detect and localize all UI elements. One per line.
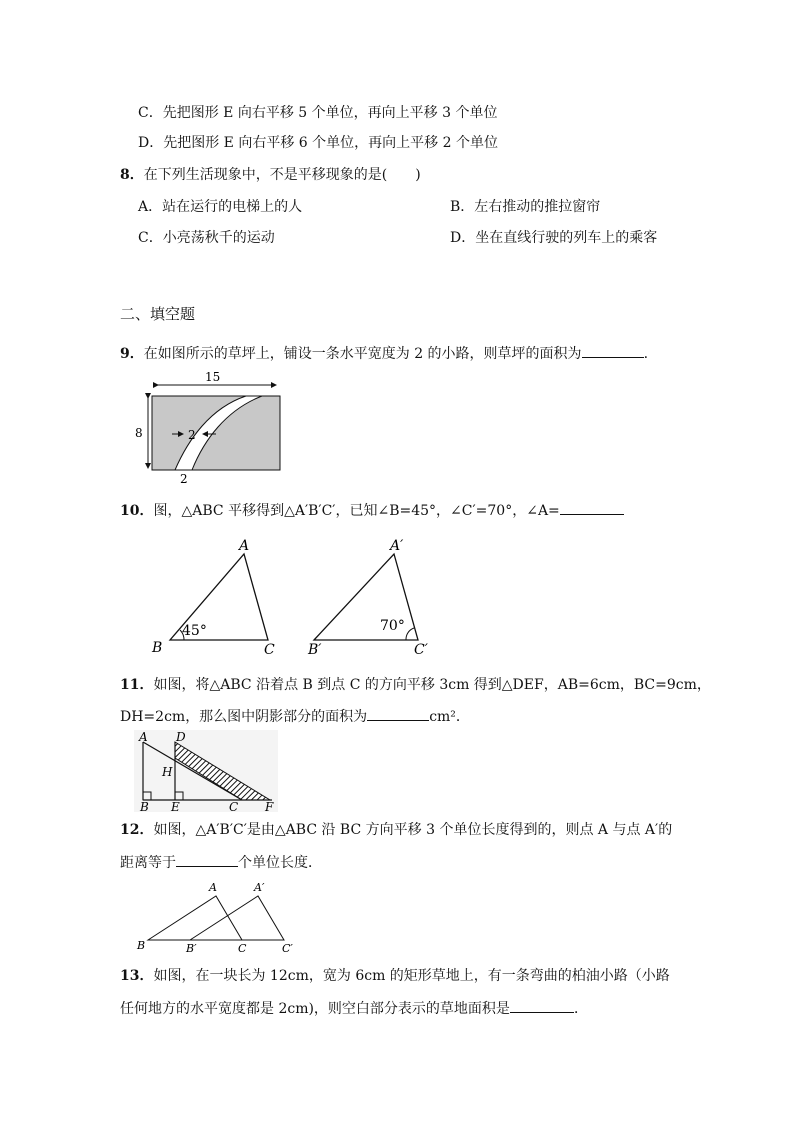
q8-option-b: B．左右推动的推拉窗帘 (450, 199, 601, 215)
q10-text: 图，△ABC 平移得到△A′B′C′，已知∠B=45°，∠C′=70°，∠A= (153, 503, 560, 519)
q9-label-2: 2 (188, 428, 196, 442)
label-a: A (139, 730, 148, 744)
q9-answer-blank[interactable] (582, 343, 644, 358)
label-e: E (171, 800, 180, 814)
q11-text2: DH=2cm，那么图中阴影部分的面积为 (120, 709, 368, 725)
q13-end: ． (573, 1001, 588, 1017)
label-c: C (264, 642, 275, 658)
q8-stem (120, 166, 421, 184)
q9-number: 9． (120, 346, 144, 362)
label-h: H (162, 765, 173, 779)
label-d: D (176, 730, 186, 744)
label-a: A (239, 538, 250, 554)
triangle-abc (148, 896, 242, 940)
q12-text2: 距离等于 (120, 855, 176, 871)
q9-label-2-bottom: 2 (180, 472, 188, 486)
q13-answer-blank[interactable] (510, 998, 574, 1013)
label-a-prime: A′ (390, 538, 404, 554)
label-c: C (238, 942, 247, 955)
q8-option-a: A．站在运行的电梯上的人 (138, 199, 303, 215)
q12-figure (134, 878, 304, 956)
q7-option-d: D．先把图形 E 向右平移 6 个单位，再向上平移 2 个单位 (138, 135, 498, 151)
lawn-rect (152, 396, 280, 470)
q10-answer-blank[interactable] (560, 500, 624, 515)
q11-figure (134, 730, 278, 812)
q11-line1 (120, 676, 711, 694)
q9-label-8: 8 (135, 426, 143, 440)
triangle-a2b2c2 (190, 896, 284, 940)
q12-line2 (120, 852, 322, 872)
q11-unit: cm²． (429, 709, 470, 725)
q13-number: 13． (120, 968, 154, 984)
q10-number: 10． (120, 503, 154, 519)
q13-text: 如图，在一块长为 12cm，宽为 6cm 的矩形草地上，有一条弯曲的柏油小路（小路 (153, 968, 670, 984)
q10-figure (148, 536, 448, 660)
q8-option-d: D．坐在直线行驶的列车上的乘客 (450, 230, 658, 246)
q9-label-15: 15 (205, 370, 221, 384)
q11-number: 11． (120, 677, 154, 693)
q9-stem (120, 343, 648, 363)
q8-option-c: C．小亮荡秋千的运动 (138, 230, 275, 246)
label-b: B (140, 800, 149, 814)
q9-end: . (643, 346, 649, 362)
label-45: 45° (182, 623, 207, 639)
q9-text: 在如图所示的草坪上，铺设一条水平宽度为 2 的小路，则草坪的面积为 (143, 346, 582, 362)
q10-stem (120, 500, 624, 520)
q12-answer-blank[interactable] (176, 852, 238, 867)
label-b-prime: B′ (186, 942, 197, 955)
q8-text: 在下列生活现象中，不是平移现象的是( ) (143, 167, 421, 183)
q11-text: 如图，将△ABC 沿着点 B 到点 C 的方向平移 3cm 得到△DEF，AB=6cm，BC=9cm， (153, 677, 711, 693)
label-c: C (229, 800, 239, 814)
q8-number: 8． (120, 167, 144, 183)
label-a-prime: A′ (254, 881, 265, 894)
label-b: B (152, 640, 163, 656)
q13-line2 (120, 998, 588, 1018)
section-title: 二、填空题 (120, 305, 196, 323)
q12-text: 如图，△A′B′C′是由△ABC 沿 BC 方向平移 3 个单位长度得到的，则点 A 与点 A′的 (153, 822, 673, 838)
q12-line1 (120, 821, 672, 839)
label-c-prime: C′ (282, 942, 293, 955)
q7-option-c: C．先把图形 E 向右平移 5 个单位，再向上平移 3 个单位 (138, 105, 498, 121)
label-b-prime: B′ (308, 642, 322, 658)
label-70: 70° (380, 618, 405, 634)
q9-figure (130, 368, 290, 488)
q12-end: 个单位长度． (238, 855, 322, 871)
label-f: F (265, 800, 274, 814)
label-b: B (137, 939, 146, 952)
q13-text2: 任何地方的水平宽度都是 2cm)，则空白部分表示的草地面积是 (120, 1001, 510, 1017)
q12-number: 12． (120, 822, 154, 838)
label-a: A (209, 881, 217, 894)
label-c-prime: C′ (414, 642, 428, 658)
q11-line2 (120, 706, 470, 726)
q13-line1 (120, 967, 670, 985)
q11-answer-blank[interactable] (367, 706, 429, 721)
